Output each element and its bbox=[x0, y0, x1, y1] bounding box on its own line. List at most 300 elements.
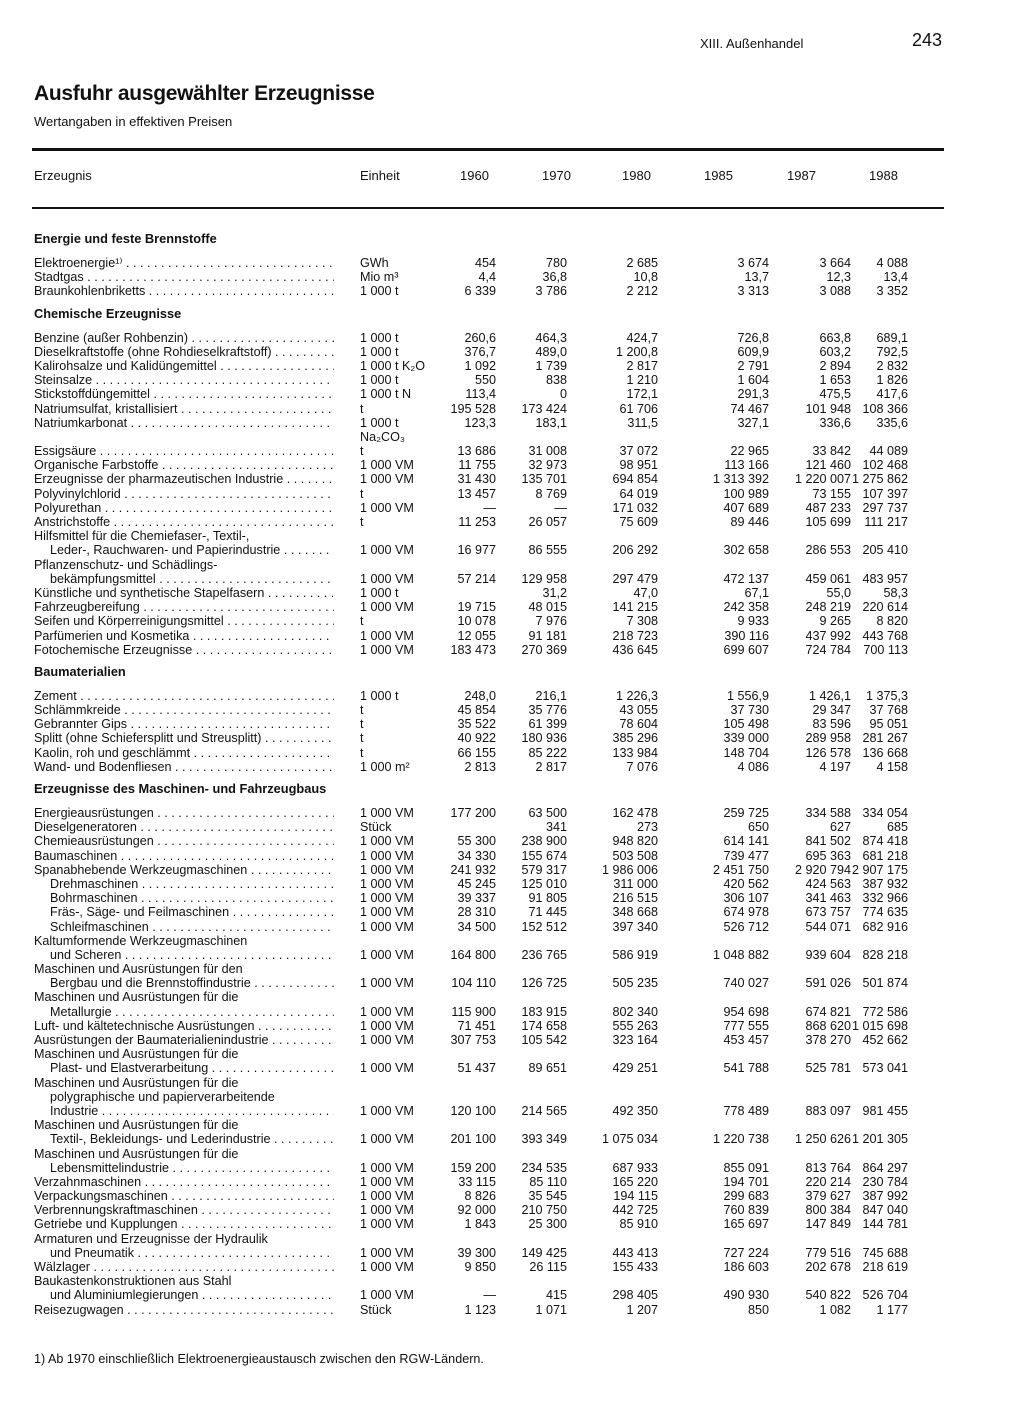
value-cell-1970: 35 545 bbox=[528, 1189, 567, 1204]
value-cell-1960: 28 310 bbox=[457, 905, 496, 920]
value-cell-1960: 2 813 bbox=[464, 759, 496, 774]
value-cell-1970: 464,3 bbox=[535, 330, 567, 345]
value-cell-1987: 12,3 bbox=[826, 270, 851, 285]
value-cell-1980: 216 515 bbox=[612, 891, 658, 906]
value-cell-1970: 149 425 bbox=[521, 1245, 567, 1260]
value-cell-1960: 454 bbox=[474, 256, 496, 270]
value-cell-1980: 7 308 bbox=[626, 614, 658, 629]
value-cell-1960: 71 451 bbox=[457, 1018, 496, 1033]
value-cell-1970: 91 805 bbox=[528, 891, 567, 906]
value-cell-1985: 1 313 392 bbox=[712, 472, 769, 487]
value-cell-1970: 579 317 bbox=[521, 862, 567, 877]
value-cell-1988: 526 704 bbox=[862, 1288, 908, 1303]
value-cell-1960: 241 932 bbox=[450, 862, 496, 877]
value-cell-1988: 1 826 bbox=[876, 373, 908, 388]
product-name: Baumaschinen . . . bbox=[34, 849, 334, 863]
table-row bbox=[0, 760, 1024, 774]
value-cell-1985: 526 712 bbox=[723, 919, 769, 934]
product-name: Stickstoffdüngemittel . . . bbox=[34, 387, 334, 401]
value-cell-1985: 100 989 bbox=[723, 486, 769, 501]
value-cell-1980: 75 609 bbox=[619, 515, 658, 529]
value-cell-1987: 841 502 bbox=[805, 834, 851, 849]
value-cell-1985: 740 027 bbox=[723, 976, 769, 991]
table-row bbox=[0, 387, 1024, 401]
value-cell-1970: 126 725 bbox=[521, 976, 567, 991]
table-row bbox=[0, 1232, 1024, 1246]
value-cell-1980: 2 685 bbox=[626, 256, 658, 270]
value-cell-1980: 37 072 bbox=[619, 444, 658, 459]
product-name: Maschinen und Ausrüstungen für die bbox=[34, 1118, 239, 1133]
unit-cell: 1 000 VM bbox=[360, 976, 414, 991]
value-cell-1960: 104 110 bbox=[451, 976, 496, 991]
product-name: Metallurgie . . . bbox=[50, 1005, 334, 1019]
value-cell-1970: 1 071 bbox=[535, 1302, 567, 1317]
value-cell-1988: 700 113 bbox=[863, 642, 908, 657]
table-row bbox=[0, 834, 1024, 848]
value-cell-1980: 1 207 bbox=[626, 1302, 658, 1317]
table-row bbox=[0, 1047, 1024, 1061]
table-row bbox=[0, 990, 1024, 1004]
value-cell-1970: — bbox=[554, 500, 567, 515]
value-cell-1960: — bbox=[483, 1288, 496, 1303]
value-cell-1987: 73 155 bbox=[812, 486, 851, 501]
product-name: und Aluminiumlegierungen . . . bbox=[50, 1288, 334, 1302]
value-cell-1985: 727 224 bbox=[723, 1245, 769, 1260]
running-head: XIII. Außenhandel bbox=[700, 36, 804, 51]
value-cell-1980: 1 200,8 bbox=[615, 344, 658, 359]
value-cell-1987: 437 992 bbox=[805, 628, 851, 643]
table-row bbox=[0, 402, 1024, 416]
value-cell-1985: 777 555 bbox=[723, 1018, 769, 1033]
value-cell-1970: 489,0 bbox=[535, 344, 567, 359]
value-cell-1987: 2 894 bbox=[819, 358, 851, 373]
column-header-1960: 1960 bbox=[460, 168, 489, 183]
value-cell-1960: 45 245 bbox=[457, 876, 496, 891]
value-cell-1970: 838 bbox=[545, 373, 567, 388]
table-row bbox=[0, 1090, 1024, 1104]
unit-cell: 1 000 VM bbox=[360, 834, 414, 849]
value-cell-1980: 385 296 bbox=[612, 731, 658, 746]
value-cell-1970: 7 976 bbox=[535, 614, 567, 629]
product-name: Seifen und Körperreinigungsmittel . . . bbox=[34, 614, 334, 628]
product-name: Armaturen und Erzeugnisse der Hydraulik bbox=[34, 1231, 268, 1246]
product-name: Maschinen und Ausrüstungen für die bbox=[34, 990, 239, 1005]
value-cell-1985: 650 bbox=[747, 820, 769, 835]
section-heading bbox=[0, 661, 1024, 683]
value-cell-1980: 162 478 bbox=[612, 806, 658, 820]
value-cell-1960: 1 092 bbox=[464, 358, 496, 373]
value-cell-1987: 1 220 007 bbox=[794, 472, 851, 487]
value-cell-1960: 1 123 bbox=[464, 1302, 496, 1317]
value-cell-1988: 220 614 bbox=[862, 600, 908, 615]
value-cell-1988: 111 217 bbox=[864, 515, 908, 529]
value-cell-1980: 141 215 bbox=[612, 600, 658, 615]
value-cell-1980: 443 413 bbox=[612, 1245, 658, 1260]
value-cell-1987: 724 784 bbox=[805, 642, 851, 657]
value-cell-1980: 1 210 bbox=[626, 373, 658, 388]
value-cell-1988: 682 916 bbox=[862, 919, 908, 934]
unit-cell: 1 000 VM bbox=[360, 891, 414, 906]
value-cell-1988: 387 992 bbox=[862, 1189, 908, 1204]
table-row bbox=[0, 849, 1024, 863]
table-row bbox=[0, 629, 1024, 643]
value-cell-1980: 1 226,3 bbox=[615, 688, 658, 703]
value-cell-1960: 120 100 bbox=[450, 1103, 496, 1118]
unit-cell: 1 000 VM bbox=[360, 1160, 414, 1175]
unit-cell: 1 000 VM bbox=[360, 543, 414, 558]
value-cell-1980: 1 986 006 bbox=[601, 862, 658, 877]
value-cell-1988: 1 201 305 bbox=[851, 1132, 908, 1147]
product-name: Natriumkarbonat . . . bbox=[34, 416, 334, 430]
value-cell-1980: 948 820 bbox=[612, 834, 658, 849]
value-cell-1988: 95 051 bbox=[869, 717, 908, 732]
value-cell-1987: 33 842 bbox=[812, 444, 851, 459]
value-cell-1960: 8 826 bbox=[464, 1189, 496, 1204]
value-cell-1970: 32 973 bbox=[528, 458, 567, 473]
table-row bbox=[0, 1246, 1024, 1260]
unit-cell: 1 000 VM bbox=[360, 905, 414, 920]
unit-cell: 1 000 VM bbox=[360, 1004, 414, 1019]
table-row bbox=[0, 558, 1024, 572]
value-cell-1985: 739 477 bbox=[723, 848, 769, 863]
product-name: Fahrzeugbereifung . . . bbox=[34, 600, 334, 614]
value-cell-1987: 202 678 bbox=[805, 1260, 851, 1274]
value-cell-1985: 4 086 bbox=[737, 759, 769, 774]
value-cell-1987: 4 197 bbox=[819, 759, 851, 774]
value-cell-1988: 205 410 bbox=[862, 543, 908, 558]
table-row bbox=[0, 703, 1024, 717]
unit-cell: 1 000 VM bbox=[360, 1174, 414, 1189]
value-cell-1987: 1 250 626 bbox=[794, 1132, 851, 1147]
value-cell-1987: 379 627 bbox=[805, 1189, 851, 1204]
value-cell-1960: 260,6 bbox=[464, 330, 496, 345]
value-cell-1960: 12 055 bbox=[457, 628, 496, 643]
table-row bbox=[0, 444, 1024, 458]
product-name: Industrie . . . bbox=[50, 1104, 334, 1118]
product-name: Braunkohlenbriketts . . . bbox=[34, 284, 334, 298]
value-cell-1987: 55,0 bbox=[826, 585, 851, 600]
value-cell-1960: 31 430 bbox=[457, 472, 496, 487]
unit-cell: Mio m³ bbox=[360, 270, 399, 285]
value-cell-1985: 13,7 bbox=[744, 270, 769, 285]
product-name: Maschinen und Ausrüstungen für die bbox=[34, 1047, 239, 1062]
value-cell-1970: 152 512 bbox=[521, 919, 567, 934]
value-cell-1985: 22 965 bbox=[730, 444, 769, 459]
table-row bbox=[0, 905, 1024, 919]
value-cell-1987: 459 061 bbox=[805, 571, 851, 586]
table-row bbox=[0, 1019, 1024, 1033]
footnote: 1) Ab 1970 einschließlich Elektroenergieaustausch zwischen den RGW-Ländern. bbox=[34, 1352, 484, 1366]
value-cell-1987: 779 516 bbox=[805, 1245, 851, 1260]
value-cell-1980: 78 604 bbox=[619, 717, 658, 732]
value-cell-1985: 186 603 bbox=[723, 1260, 769, 1274]
table-row bbox=[0, 256, 1024, 270]
unit-cell: 1 000 VM bbox=[360, 1018, 414, 1033]
unit-cell: t bbox=[360, 444, 364, 459]
value-cell-1960: 57 214 bbox=[457, 571, 496, 586]
table-row bbox=[0, 345, 1024, 359]
unit-cell: 1 000 VM bbox=[360, 947, 414, 962]
unit-cell: t bbox=[360, 515, 364, 529]
table-row bbox=[0, 806, 1024, 820]
product-name: Benzine (außer Rohbenzin) . . . bbox=[34, 331, 334, 345]
product-name: Lebensmittelindustrie . . . bbox=[50, 1161, 334, 1175]
value-cell-1970: 8 769 bbox=[535, 486, 567, 501]
value-cell-1988: 102 468 bbox=[862, 458, 908, 473]
value-cell-1987: 673 757 bbox=[805, 905, 851, 920]
value-cell-1960: — bbox=[483, 500, 496, 515]
value-cell-1960: 159 200 bbox=[450, 1160, 496, 1175]
table-row bbox=[0, 543, 1024, 557]
value-cell-1985: 306 107 bbox=[723, 891, 769, 906]
value-cell-1960: 39 300 bbox=[457, 1245, 496, 1260]
table-row bbox=[0, 284, 1024, 298]
unit-cell: t bbox=[360, 731, 364, 746]
product-name: polygraphische und papierverarbeitende bbox=[50, 1089, 275, 1104]
value-cell-1980: 43 055 bbox=[619, 703, 658, 718]
table-row bbox=[0, 1161, 1024, 1175]
value-cell-1985: 453 457 bbox=[723, 1033, 769, 1047]
value-cell-1970: 105 542 bbox=[521, 1033, 567, 1047]
value-cell-1970: 415 bbox=[545, 1288, 567, 1303]
unit-cell: 1 000 t bbox=[360, 585, 399, 600]
unit-cell: t bbox=[360, 486, 364, 501]
table-row bbox=[0, 877, 1024, 891]
value-cell-1987: 101 948 bbox=[805, 401, 851, 416]
table-row bbox=[0, 614, 1024, 628]
value-cell-1980: 98 951 bbox=[619, 458, 658, 473]
value-cell-1970: 173 424 bbox=[521, 401, 567, 416]
table-row bbox=[0, 1147, 1024, 1161]
value-cell-1980: 61 706 bbox=[619, 401, 658, 416]
table-row bbox=[0, 731, 1024, 745]
product-name: bekämpfungsmittel . . . bbox=[50, 572, 334, 586]
value-cell-1988: 335,6 bbox=[876, 415, 908, 430]
value-cell-1988: 417,6 bbox=[876, 387, 908, 402]
top-rule bbox=[32, 148, 944, 151]
column-header-1980: 1980 bbox=[622, 168, 651, 183]
value-cell-1980: 323 164 bbox=[612, 1033, 658, 1047]
value-cell-1988: 828 218 bbox=[862, 947, 908, 962]
product-name: Zement . . . bbox=[34, 689, 334, 703]
value-cell-1988: 1 275 862 bbox=[851, 472, 908, 487]
value-cell-1987: 1 653 bbox=[819, 373, 851, 388]
value-cell-1987: 2 920 794 bbox=[794, 862, 851, 877]
value-cell-1987: 544 071 bbox=[805, 919, 851, 934]
value-cell-1985: 302 658 bbox=[723, 543, 769, 558]
column-header-1985: 1985 bbox=[704, 168, 733, 183]
value-cell-1985: 113 166 bbox=[724, 458, 769, 473]
table-row bbox=[0, 1118, 1024, 1132]
value-cell-1960: 13 686 bbox=[457, 444, 496, 459]
value-cell-1960: 13 457 bbox=[457, 486, 496, 501]
table-row bbox=[0, 934, 1024, 948]
value-cell-1985: 3 674 bbox=[737, 256, 769, 270]
value-cell-1980: 424,7 bbox=[626, 330, 658, 345]
product-name: Chemieausrüstungen . . . bbox=[34, 834, 334, 848]
value-cell-1985: 699 607 bbox=[723, 642, 769, 657]
product-name: Dieselkraftstoffe (ohne Rohdieselkraftstoff) . . . bbox=[34, 345, 334, 359]
unit-cell: t bbox=[360, 703, 364, 718]
value-cell-1980: 311 000 bbox=[613, 876, 658, 891]
value-cell-1985: 37 730 bbox=[730, 703, 769, 718]
value-cell-1970: 393 349 bbox=[521, 1132, 567, 1147]
product-name: Plast- und Elastverarbeitung . . . bbox=[50, 1061, 334, 1075]
table-row bbox=[0, 891, 1024, 905]
section-heading bbox=[0, 778, 1024, 800]
value-cell-1970: 183 915 bbox=[521, 1004, 567, 1019]
table-row bbox=[0, 472, 1024, 486]
product-name: Polyurethan . . . bbox=[34, 501, 334, 515]
value-cell-1970: 61 399 bbox=[528, 717, 567, 732]
column-header-unit: Einheit bbox=[360, 168, 400, 183]
value-cell-1960: 1 843 bbox=[464, 1217, 496, 1232]
value-cell-1988: 107 397 bbox=[862, 486, 908, 501]
table-row bbox=[0, 863, 1024, 877]
value-cell-1970: 135 701 bbox=[521, 472, 567, 487]
value-cell-1988: 13,4 bbox=[883, 270, 908, 285]
table-row bbox=[0, 820, 1024, 834]
value-cell-1960: 45 854 bbox=[457, 703, 496, 718]
value-cell-1987: 663,8 bbox=[819, 330, 851, 345]
table-row bbox=[0, 1061, 1024, 1075]
column-header-product: Erzeugnis bbox=[34, 168, 92, 183]
value-cell-1987: 695 363 bbox=[805, 848, 851, 863]
unit-cell: 1 000 VM bbox=[360, 1217, 414, 1232]
value-cell-1970: 155 674 bbox=[521, 848, 567, 863]
value-cell-1970: 180 936 bbox=[521, 731, 567, 746]
value-cell-1960: 35 522 bbox=[457, 717, 496, 732]
table-row bbox=[0, 458, 1024, 472]
value-cell-1985: 674 978 bbox=[723, 905, 769, 920]
table-body bbox=[0, 224, 1024, 1317]
value-cell-1988: 4 158 bbox=[876, 759, 908, 774]
table-row bbox=[0, 1132, 1024, 1146]
value-cell-1970: 85 222 bbox=[528, 745, 567, 760]
value-cell-1987: 336,6 bbox=[819, 415, 851, 430]
value-cell-1980: 165 220 bbox=[612, 1174, 658, 1189]
table-row bbox=[0, 359, 1024, 373]
value-cell-1960: 6 339 bbox=[464, 284, 496, 299]
value-cell-1980: 155 433 bbox=[612, 1260, 658, 1274]
unit-cell: 1 000 t K₂O bbox=[360, 358, 426, 373]
value-cell-1970: 89 651 bbox=[528, 1061, 567, 1076]
value-cell-1987: 289 958 bbox=[805, 731, 851, 746]
value-cell-1980: 1 075 034 bbox=[601, 1132, 658, 1147]
value-cell-1985: 760 839 bbox=[723, 1203, 769, 1218]
value-cell-1960: 11 755 bbox=[458, 458, 496, 473]
product-name: Kaltumformende Werkzeugmaschinen bbox=[34, 933, 248, 948]
value-cell-1988: 1 375,3 bbox=[865, 688, 908, 703]
value-cell-1985: 390 116 bbox=[724, 628, 769, 643]
value-cell-1985: 259 725 bbox=[723, 806, 769, 820]
value-cell-1987: 1 426,1 bbox=[808, 688, 851, 703]
value-cell-1980: 311,5 bbox=[627, 415, 658, 430]
unit-cell: 1 000 VM bbox=[360, 472, 414, 487]
product-name: Verpackungsmaschinen . . . bbox=[34, 1189, 334, 1203]
value-cell-1970: 48 015 bbox=[528, 600, 567, 615]
product-name: Verzahnmaschinen . . . bbox=[34, 1175, 334, 1189]
unit-cell: 1 000 VM bbox=[360, 1061, 414, 1076]
value-cell-1960: 19 715 bbox=[457, 600, 496, 615]
product-name: Parfümerien und Kosmetika . . . bbox=[34, 629, 334, 643]
unit-cell: Na₂CO₃ bbox=[360, 429, 406, 444]
value-cell-1970: 91 181 bbox=[528, 628, 567, 643]
value-cell-1980: 397 340 bbox=[612, 919, 658, 934]
value-cell-1980: 297 479 bbox=[612, 571, 658, 586]
value-cell-1960: 307 753 bbox=[450, 1033, 496, 1047]
value-cell-1960: 4,4 bbox=[478, 270, 496, 285]
value-cell-1988: 452 662 bbox=[862, 1033, 908, 1047]
section-title: Erzeugnisse des Maschinen- und Fahrzeugbaus bbox=[34, 781, 327, 796]
value-cell-1970: 341 bbox=[545, 820, 567, 835]
product-name: Organische Farbstoffe . . . bbox=[34, 458, 334, 472]
product-name: Bohrmaschinen . . . bbox=[50, 891, 334, 905]
product-name: Splitt (ohne Schiefersplitt und Streusplitt) . . . bbox=[34, 731, 334, 745]
unit-cell: t bbox=[360, 717, 364, 732]
table-row bbox=[0, 1175, 1024, 1189]
value-cell-1970: 238 900 bbox=[521, 834, 567, 849]
table-row bbox=[0, 962, 1024, 976]
table-row bbox=[0, 976, 1024, 990]
column-header-1988: 1988 bbox=[869, 168, 898, 183]
value-cell-1970: 26 115 bbox=[529, 1260, 567, 1274]
value-cell-1987: 487 233 bbox=[805, 500, 851, 515]
product-name: Schleifmaschinen . . . bbox=[50, 920, 334, 934]
product-name: Energieausrüstungen . . . bbox=[34, 806, 334, 820]
product-name: Maschinen und Ausrüstungen für die bbox=[34, 1075, 239, 1090]
value-cell-1985: 148 704 bbox=[723, 745, 769, 760]
value-cell-1960: 201 100 bbox=[450, 1132, 496, 1147]
value-cell-1985: 541 788 bbox=[723, 1061, 769, 1076]
table-row bbox=[0, 746, 1024, 760]
value-cell-1970: 36,8 bbox=[542, 270, 567, 285]
unit-cell: 1 000 VM bbox=[360, 1288, 414, 1303]
value-cell-1970: 129 958 bbox=[521, 571, 567, 586]
value-cell-1985: 194 701 bbox=[723, 1174, 769, 1189]
value-cell-1987: 121 460 bbox=[805, 458, 851, 473]
section-title: Baumaterialien bbox=[34, 663, 126, 679]
product-name: Dieselgeneratoren . . . bbox=[34, 820, 334, 834]
unit-cell: 1 000 t bbox=[360, 344, 399, 359]
table-row bbox=[0, 586, 1024, 600]
value-cell-1988: 864 297 bbox=[862, 1160, 908, 1175]
value-cell-1960: 113,4 bbox=[465, 387, 496, 402]
table-title: Ausfuhr ausgewählter Erzeugnisse bbox=[34, 82, 375, 105]
unit-cell: 1 000 VM bbox=[360, 600, 414, 615]
value-cell-1960: 55 300 bbox=[457, 834, 496, 849]
product-name: Schlämmkreide . . . bbox=[34, 703, 334, 717]
value-cell-1960: 39 337 bbox=[457, 891, 496, 906]
table-row bbox=[0, 529, 1024, 543]
value-cell-1980: 47,0 bbox=[633, 585, 658, 600]
value-cell-1985: 1 604 bbox=[737, 373, 769, 388]
unit-cell: 1 000 VM bbox=[360, 848, 414, 863]
value-cell-1988: 4 088 bbox=[876, 256, 908, 270]
value-cell-1980: 85 910 bbox=[619, 1217, 658, 1232]
value-cell-1980: 172,1 bbox=[626, 387, 658, 402]
value-cell-1988: 334 054 bbox=[862, 806, 908, 820]
unit-cell: 1 000 VM bbox=[360, 1103, 414, 1118]
value-cell-1987: 868 620 bbox=[805, 1018, 851, 1033]
value-cell-1987: 286 553 bbox=[805, 543, 851, 558]
unit-cell: 1 000 VM bbox=[360, 1132, 414, 1147]
value-cell-1970: 3 786 bbox=[535, 284, 567, 299]
product-name: Fotochemische Erzeugnisse . . . bbox=[34, 643, 334, 657]
value-cell-1987: 674 821 bbox=[805, 1004, 851, 1019]
product-name: Verbrennungskraftmaschinen . . . bbox=[34, 1203, 334, 1217]
value-cell-1970: 86 555 bbox=[528, 543, 567, 558]
